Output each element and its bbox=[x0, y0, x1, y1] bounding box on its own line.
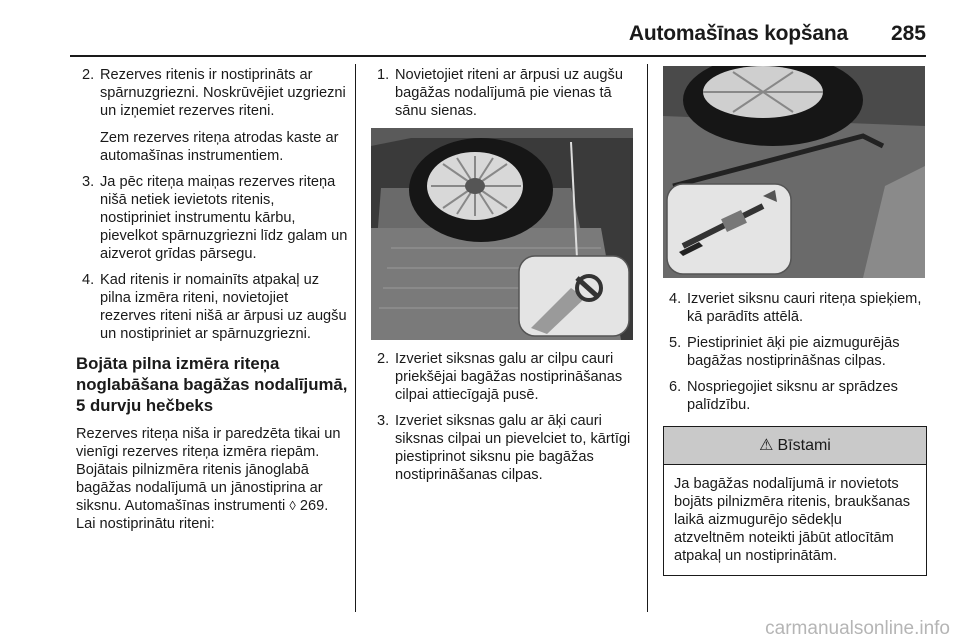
site-watermark: carmanualsonline.info bbox=[765, 618, 950, 639]
paragraph-text-end: . Lai nostiprinātu riteni: bbox=[76, 498, 329, 532]
step-1 bbox=[371, 66, 635, 120]
step-4 bbox=[663, 290, 927, 326]
step-number: 6. bbox=[669, 379, 682, 395]
step-5 bbox=[663, 334, 927, 370]
step-number: 3. bbox=[82, 174, 95, 190]
strap-wheel-drawing bbox=[663, 66, 925, 278]
step-number: 1. bbox=[377, 67, 390, 83]
page-reference-icon: ◊ bbox=[289, 498, 296, 513]
step-text: Izveriet siksnu cauri riteņa spieķiem, kā parādīts attēlā. bbox=[687, 291, 922, 325]
step-3 bbox=[371, 412, 635, 484]
column-divider-1 bbox=[355, 64, 356, 612]
step-number: 2. bbox=[377, 351, 390, 367]
step-6 bbox=[663, 378, 927, 414]
step-text: Rezerves ritenis ir nostiprināts ar spārnuzgriezni. Noskrūvējiet uzgriezni un izņemiet rezerves riteni. bbox=[100, 67, 346, 119]
column-2 bbox=[371, 66, 635, 492]
warning-header bbox=[664, 427, 926, 465]
step-text: Nospriegojiet siksnu ar sprādzes palīdzību. bbox=[687, 379, 898, 413]
step-note: Zem rezerves riteņa atrodas kaste ar automašīnas instrumentiem. bbox=[100, 130, 339, 164]
step-number: 4. bbox=[82, 272, 95, 288]
step-text: Novietojiet riteni ar ārpusi uz augšu bagāžas nodalījumā pie vienas tā sānu sienas. bbox=[395, 67, 623, 119]
column-1 bbox=[76, 66, 348, 533]
page-reference[interactable]: 269 bbox=[299, 498, 325, 514]
section-paragraph bbox=[76, 425, 348, 533]
step-2 bbox=[371, 350, 635, 404]
danger-warning-box bbox=[663, 426, 927, 576]
step-number: 4. bbox=[669, 291, 682, 307]
step-text: Izveriet siksnas galu ar cilpu cauri priekšējai bagāžas nostiprināšanas cilpai attiecīgajā pusē. bbox=[395, 351, 623, 403]
step-text: Kad ritenis ir nomainīts atpakaļ uz pilna izmēra riteni, novietojiet rezerves riteni nišā ar ārpusi uz augšu un nostipriniet ar spārnuzgriezni. bbox=[100, 272, 347, 342]
step-number: 2. bbox=[82, 67, 95, 83]
page-header bbox=[70, 22, 926, 54]
step-number: 5. bbox=[669, 335, 682, 351]
strap-through-spokes-illustration bbox=[663, 66, 925, 278]
step-text: Izveriet siksnas galu ar āķi cauri siksnas cilpai un pievelciet to, kārtīgi piestiprinot siksnu pie bagāžas nostiprināšanas cilpas. bbox=[395, 413, 631, 483]
chapter-title: Automašīnas kopšana bbox=[628, 22, 848, 45]
page-number: 285 bbox=[890, 22, 926, 45]
step-number: 3. bbox=[377, 413, 390, 429]
column-3 bbox=[663, 66, 927, 576]
warning-title: Bīstami bbox=[777, 436, 831, 454]
column-divider-2 bbox=[647, 64, 648, 612]
step-text: Piestipriniet āķi pie aizmugurējās bagāžas nostiprināšnas cilpas. bbox=[687, 335, 900, 369]
step-3 bbox=[76, 173, 348, 263]
step-text: Ja pēc riteņa maiņas rezerves riteņa nišā netiek ievietots ritenis, nostipriniet instrumentu kārbu, pievelkot spārnuzgriezni līdz galam un aizverot grīdas pārsegu. bbox=[100, 174, 348, 262]
header-rule bbox=[70, 55, 926, 57]
trunk-wheel-drawing bbox=[371, 128, 633, 340]
warning-text: Ja bagāžas nodalījumā ir novietots bojāts pilnizmēra ritenis, braukšanas laikā aizmugurējo sēdekļu atzveltnēm noteikti jābūt atlocītām atpakaļ un nostiprinātām. bbox=[674, 476, 911, 564]
section-heading: Bojāta pilna izmēra riteņa noglabāšana bagāžas nodalījumā, 5 durvju hečbeks bbox=[76, 354, 348, 415]
step-4 bbox=[76, 271, 348, 343]
step-2 bbox=[76, 66, 348, 165]
paragraph-text: Rezerves riteņa niša ir paredzēta tikai un vienīgi rezerves riteņa izmēra riepām. Bojātais pilnizmēra ritenis jānoglabā bagāžas nodalījumā un jānostiprina ar siksnu. Automašīnas instrumenti bbox=[76, 426, 341, 514]
warning-triangle-icon: ⚠ bbox=[759, 436, 774, 454]
trunk-spare-wheel-illustration bbox=[371, 128, 633, 340]
